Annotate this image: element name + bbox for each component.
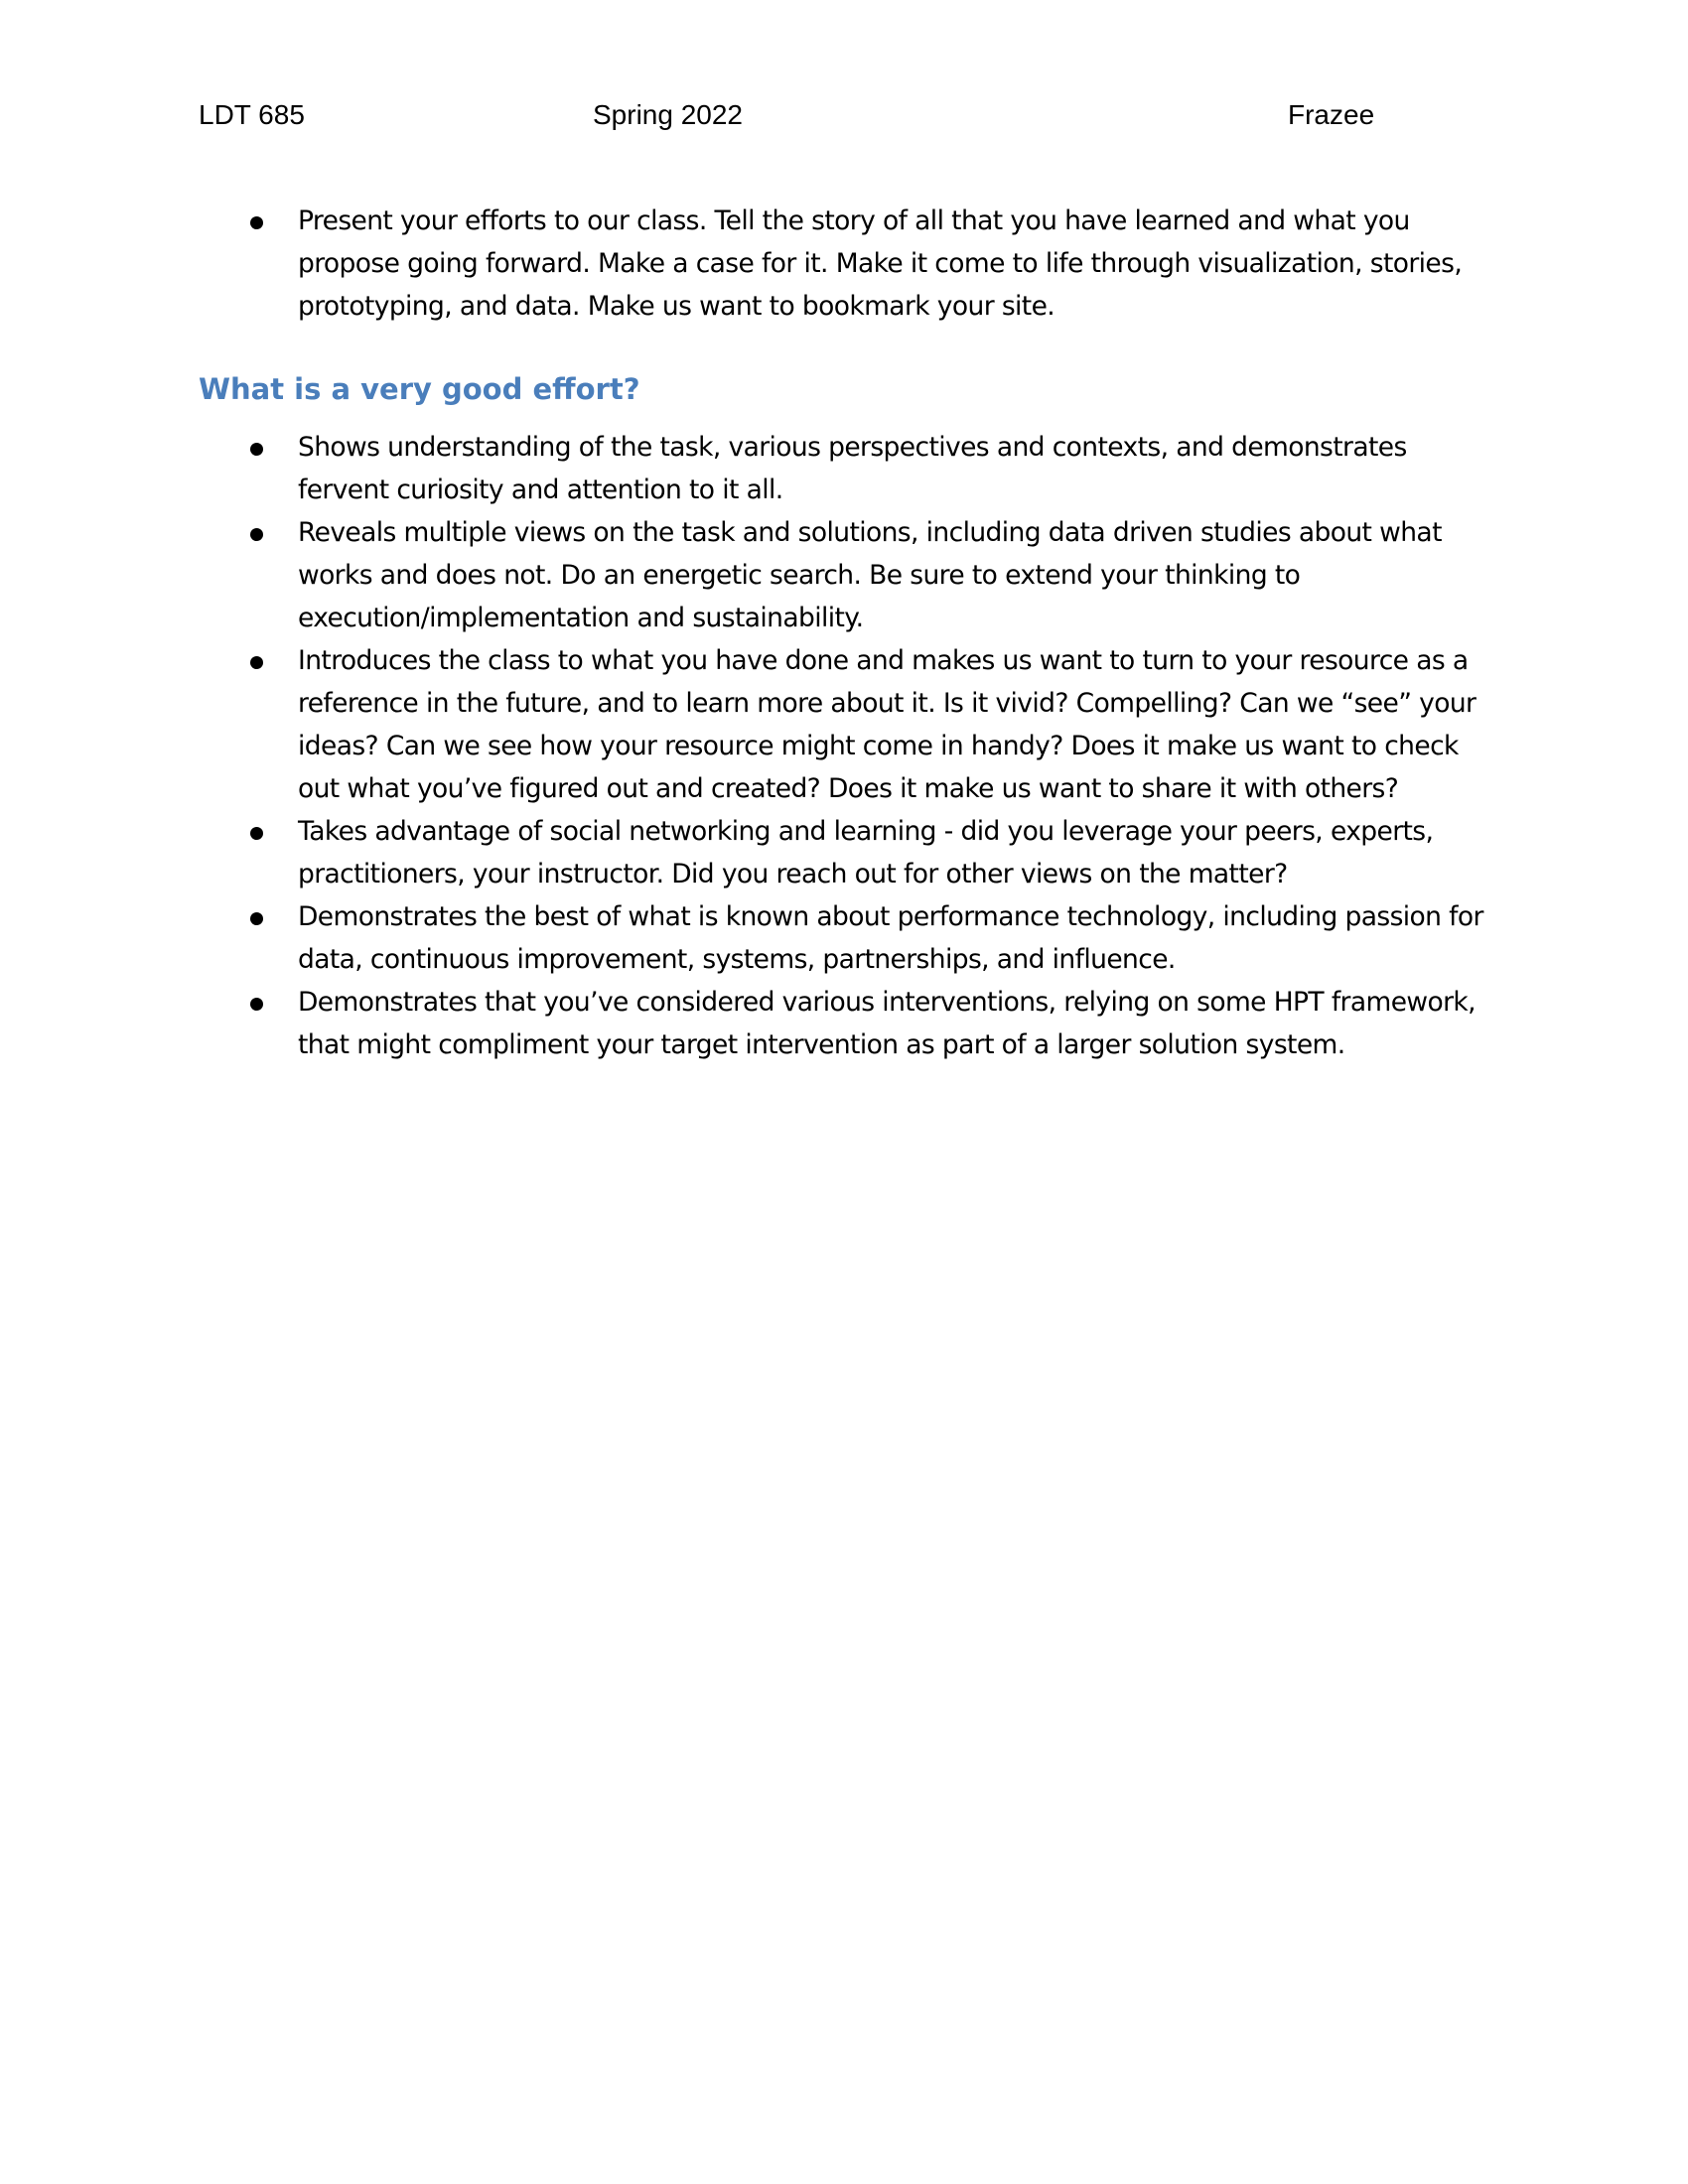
bullet-icon (250, 443, 263, 456)
list-item (0, 511, 1489, 639)
bullet-icon (250, 528, 263, 541)
list-item-text: Shows understanding of the task, various perspectives and contexts, and demonstrates fervent curiosity and attention to it all. (298, 432, 1407, 505)
list-item-text: Present your efforts to our class. Tell the story of all that you have learned and what you propose going forward. Make a case for it. Make it come to life through visualization, stories, prototyping, and data. Make us want to bookmark your site. (298, 205, 1463, 322)
list-item-text: Introduces the class to what you have done and makes us want to turn to your resource as a reference in the future, and to learn more about it. Is it vivid? Compelling? Can we “see” your ideas? Can we see how your resource might come in handy? Does it make us want to check out what you’ve figured out and created? Does it make us want to share it with others? (298, 645, 1477, 804)
page-header (0, 99, 1688, 139)
course-code: LDT 685 (199, 99, 305, 130)
bullet-icon (250, 216, 263, 229)
list-item (0, 200, 1489, 328)
bullet-icon (250, 656, 263, 669)
instructor-name: Frazee (1288, 99, 1375, 130)
section-heading: What is a very good effort? (199, 372, 640, 406)
term-label: Spring 2022 (593, 99, 744, 130)
criteria-bullet-list (0, 426, 1688, 1066)
list-item (0, 895, 1489, 981)
intro-bullet-list (0, 200, 1688, 328)
list-item-text: Reveals multiple views on the task and solutions, including data driven studies about what works and does not. Do an energetic search. Be sure to extend your thinking to execution/implementation and sustainability. (298, 517, 1442, 633)
list-item-text: Takes advantage of social networking and learning - did you leverage your peers, experts, practitioners, your instructor. Did you reach out for other views on the matter? (298, 816, 1434, 889)
list-item-text: Demonstrates that you’ve considered various interventions, relying on some HPT framework, that might compliment your target intervention as part of a larger solution system. (298, 987, 1476, 1060)
list-item-text: Demonstrates the best of what is known about performance technology, including passion for data, continuous improvement, systems, partnerships, and influence. (298, 901, 1483, 975)
list-item (0, 426, 1489, 511)
bullet-icon (250, 998, 263, 1011)
bullet-icon (250, 827, 263, 840)
list-item (0, 810, 1489, 895)
list-item (0, 639, 1489, 810)
list-item (0, 981, 1489, 1066)
bullet-icon (250, 912, 263, 925)
